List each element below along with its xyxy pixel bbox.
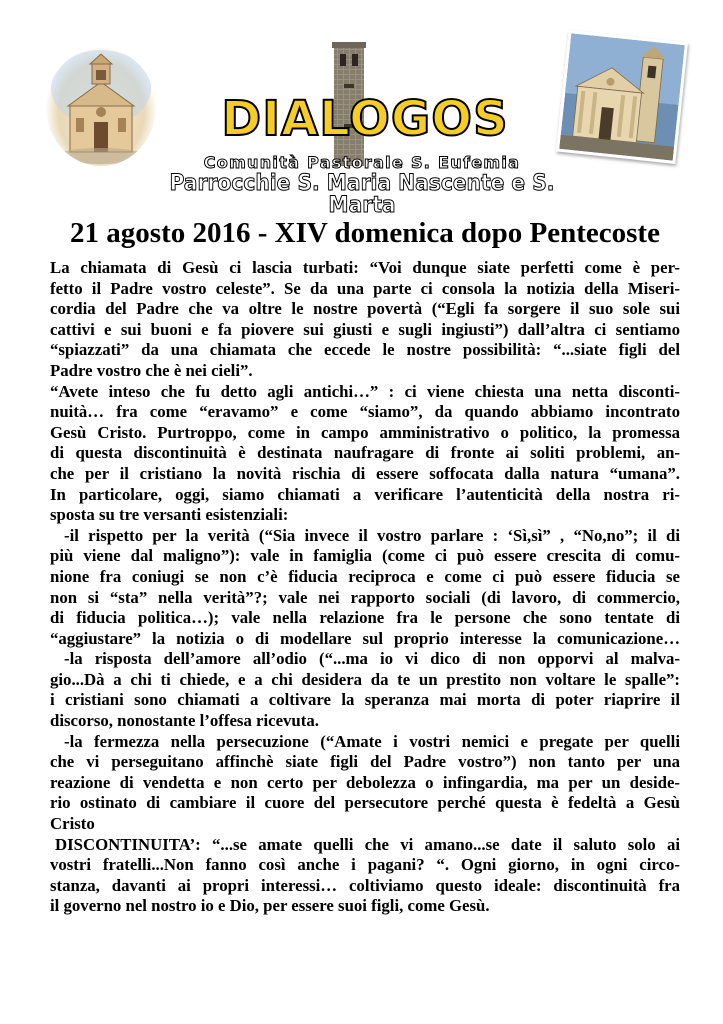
document-title: 21 agosto 2016 - XIV domenica dopo Pentecoste	[70, 217, 660, 249]
body-line: Padre vostro che è nei cieli”.	[50, 360, 253, 380]
body-line: vostri fratelli...Non fanno così anche i pagani? “. Ogni giorno, in ogni circo-	[50, 855, 680, 875]
body-line: più viene dal maligno”): vale in famiglia (come ci può essere crescita di comu-	[50, 546, 680, 566]
body-line: “Avete inteso che fu detto agli antichi…” : ci viene chiesta una netta disconti-	[50, 381, 680, 401]
body-line: Gesù Cristo. Purtroppo, come in campo amministrativo o politico, la promessa	[50, 422, 680, 442]
church-facade-image	[46, 48, 156, 166]
body-line: i cristiani sono chiamati a coltivare la speranza mai morta di poter riaprire il	[50, 690, 680, 710]
masthead-title: DIALOGOS	[221, 91, 509, 147]
body-line: Cristo	[50, 814, 95, 834]
body-line: La chiamata di Gesù ci lascia turbati: “Voi dunque siate perfetti come è per-	[50, 258, 680, 277]
masthead-community-name: Comunità Pastorale S. Eufemia	[203, 153, 521, 172]
body-line: discorso, nonostante l’offesa ricevuta.	[50, 711, 319, 731]
body-line: che vi perseguitano affinchè siate figli del Padre vostro”) non tanto per una	[50, 752, 680, 772]
body-line: rio ostinato di cambiare il cuore del persecutore perché questa è fedeltà a Gesù	[50, 793, 680, 813]
body-line: cattivi e sui buoni e fa piovere sui giusti e sugli ingiusti”) dall’altra ci sentiamo	[50, 319, 680, 339]
body-text	[50, 258, 680, 917]
body-line: che per il cristiano la novità rischia di essere soffocata dalla natura “umana”.	[50, 463, 680, 483]
body-line: fetto il Padre vostro celeste”. Se da una parte ci consola la notizia della Miseri-	[50, 278, 680, 298]
body-line: nione fra coniugi se non c’è fiducia reciproca e come ci può essere fiducia se	[50, 566, 680, 586]
body-line: sposta su tre versanti esistenziali:	[50, 505, 289, 525]
body-line: nuità… fra come “eravamo” e come “siamo”, da quando abbiamo incontrato	[50, 402, 680, 422]
body-line: “aggiustare” la notizia o di modellare sul proprio interesse la comunicazione…	[50, 628, 680, 648]
body-line: DISCONTINUITA’: “...se amate quelli che vi amano...se date il saluto solo ai	[55, 834, 680, 854]
body-line: In particolare, oggi, siamo chiamati a verificare l’autenticità della nostra ri-	[50, 484, 680, 504]
body-line: reazione di vendetta e non certo per debolezza o infingardia, ma per un deside-	[50, 772, 680, 792]
church-with-bell-tower-photo	[556, 30, 688, 164]
body-line: -la risposta dell’amore all’odio (“...ma io vi dico di non opporvi al malva-	[64, 649, 680, 669]
body-line: di fiducia politica…); vale nella relazione fra le persone che sono tentate di	[50, 608, 680, 628]
body-line: il governo nel nostro io e Dio, per essere suoi figli, come Gesù.	[50, 896, 490, 916]
body-line: -il rispetto per la verità (“Sia invece il vostro parlare : ‘Sì,sì” , “No,no”; il di	[64, 525, 680, 545]
body-line: stanza, davanti ai propri interessi… coltiviamo questo ideale: discontinuità fra	[50, 875, 680, 895]
body-line: cordia del Padre che va oltre le nostre povertà (“Egli fa sorgere il suo sole sui	[50, 299, 680, 319]
body-line: non si “sta” nella verità”?; vale nei rapporto sociali (di lavoro, di commercio,	[50, 587, 680, 607]
body-line: gio...Dà a chi ti chiede, e a chi desidera da te un prestito non voltare le spalle”:	[50, 669, 680, 689]
body-line: di questa discontinuità è destinata naufragare di fronte ai soliti problemi, an-	[50, 443, 680, 463]
body-line: “spiazzati” da una chiamata che eccede le nostre possibilità: “...siate figli del	[50, 340, 680, 360]
masthead-parishes: Parrocchie S. Maria Nascente e S. Marta	[169, 171, 555, 218]
body-line: -la fermezza nella persecuzione (“Amate i vostri nemici e pregate per quelli	[64, 731, 680, 751]
